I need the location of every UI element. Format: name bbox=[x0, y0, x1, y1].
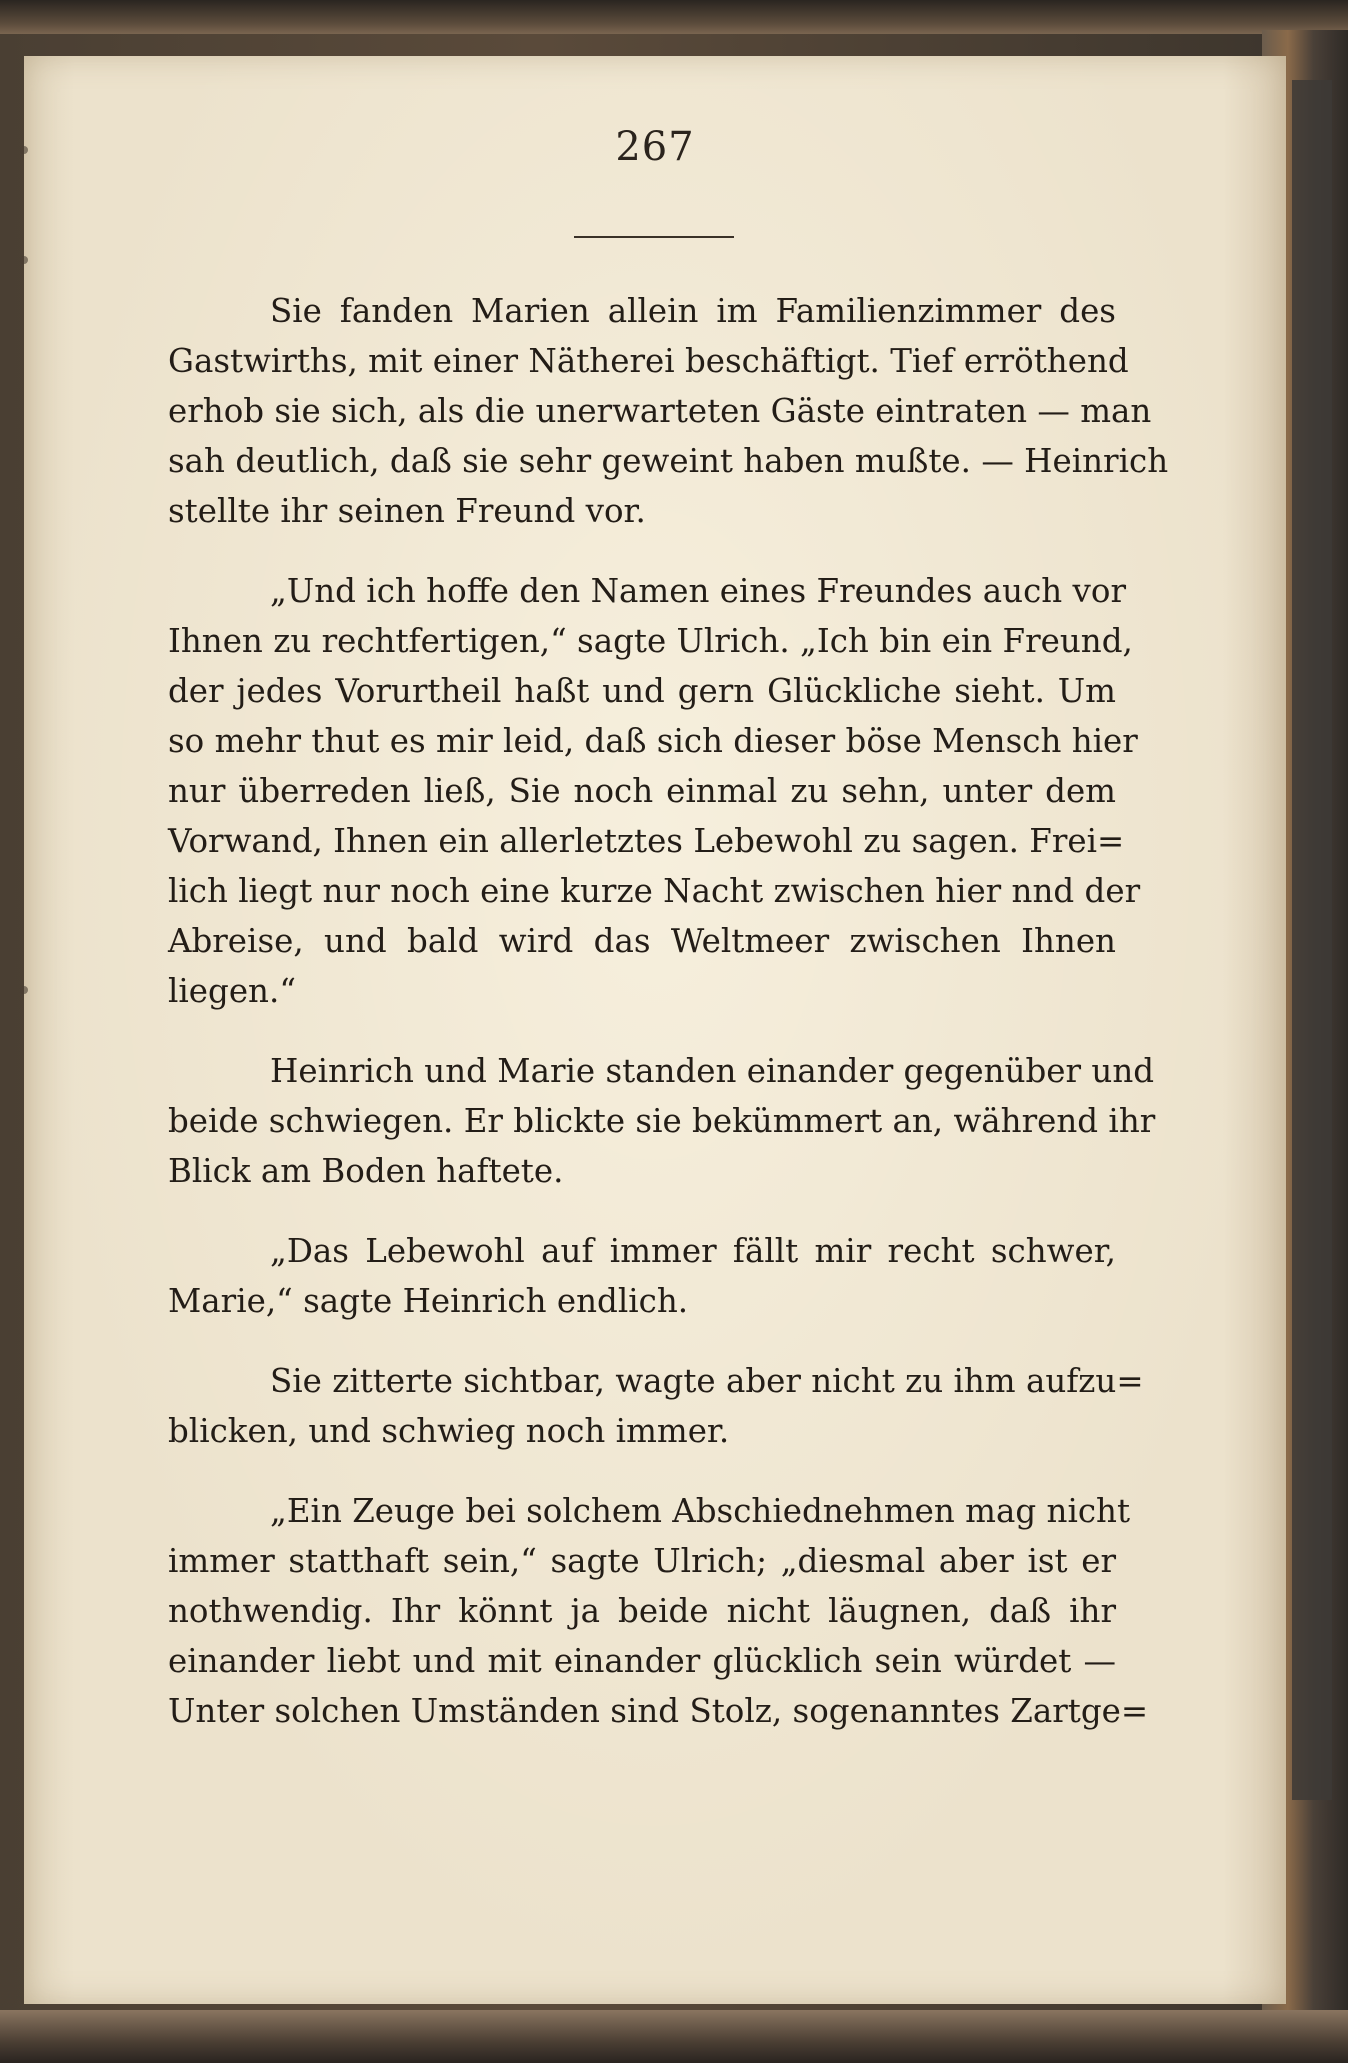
text-line: der jedes Vorurtheil haßt und gern Glückliche sieht. Um bbox=[168, 672, 1116, 710]
text-line: erhob sie sich, als die unerwarteten Gäste eintraten — man bbox=[168, 392, 1152, 430]
text-line: beide schwiegen. Er blickte sie bekümmert an, während ihr bbox=[168, 1102, 1156, 1140]
text-line: Unter solchen Umständen sind Stolz, sogenanntes Zartge= bbox=[168, 1692, 1149, 1730]
paragraph bbox=[168, 1046, 1156, 1196]
text-line: „Ein Zeuge bei solchem Abschiednehmen mag nicht bbox=[270, 1492, 1131, 1530]
binding-hole bbox=[20, 986, 28, 994]
text-line: Ihnen zu rechtfertigen,“ sagte Ulrich. „Ich bin ein Freund, bbox=[168, 622, 1133, 660]
text-line: Abreise, und bald wird das Weltmeer zwischen Ihnen bbox=[168, 922, 1116, 960]
text-line: lich liegt nur noch eine kurze Nacht zwischen hier nnd der bbox=[168, 872, 1141, 910]
text-line: Marie,“ sagte Heinrich endlich. bbox=[168, 1282, 689, 1320]
text-line: blicken, und schwieg noch immer. bbox=[168, 1412, 730, 1450]
text-line: nur überreden ließ, Sie noch einmal zu sehn, unter dem bbox=[168, 772, 1116, 810]
book-cover-cloth bbox=[1292, 80, 1332, 1800]
text-line: Sie fanden Marien allein im Familienzimmer des bbox=[270, 292, 1116, 330]
header-rule bbox=[574, 236, 734, 238]
text-line: „Und ich hoffe den Namen eines Freundes auch vor bbox=[270, 572, 1126, 610]
paragraph bbox=[168, 286, 1169, 536]
book-bottom-edge bbox=[0, 2010, 1348, 2063]
paragraph bbox=[168, 1356, 1144, 1456]
binding-hole bbox=[20, 256, 28, 264]
text-line: liegen.“ bbox=[168, 972, 296, 1010]
text-line: Blick am Boden haftete. bbox=[168, 1152, 564, 1190]
text-line: Sie zitterte sichtbar, wagte aber nicht zu ihm aufzu= bbox=[270, 1362, 1144, 1400]
text-line: so mehr thut es mir leid, daß sich dieser böse Mensch hier bbox=[168, 722, 1138, 760]
paragraph bbox=[168, 1226, 1116, 1326]
text-line: Heinrich und Marie standen einander gegenüber und bbox=[270, 1052, 1155, 1090]
paragraph bbox=[168, 1486, 1149, 1736]
text-line: Vorwand, Ihnen ein allerletztes Lebewohl zu sagen. Frei= bbox=[168, 822, 1125, 860]
page-number: 267 bbox=[615, 124, 695, 170]
text-line: sah deutlich, daß sie sehr geweint haben mußte. — Heinrich bbox=[168, 442, 1169, 480]
binding-hole bbox=[20, 146, 28, 154]
paragraph bbox=[168, 566, 1141, 1016]
text-line: Gastwirths, mit einer Nätherei beschäftigt. Tief erröthend bbox=[168, 342, 1129, 380]
book-top-edge bbox=[0, 0, 1348, 34]
text-line: stellte ihr seinen Freund vor. bbox=[168, 492, 646, 530]
text-line: einander liebt und mit einander glücklich sein würdet — bbox=[168, 1642, 1116, 1680]
body-text bbox=[168, 286, 1169, 1766]
text-line: „Das Lebewohl auf immer fällt mir recht schwer, bbox=[270, 1232, 1116, 1270]
text-line: immer statthaft sein,“ sagte Ulrich; „diesmal aber ist er bbox=[168, 1542, 1116, 1580]
text-line: nothwendig. Ihr könnt ja beide nicht läugnen, daß ihr bbox=[168, 1592, 1116, 1630]
